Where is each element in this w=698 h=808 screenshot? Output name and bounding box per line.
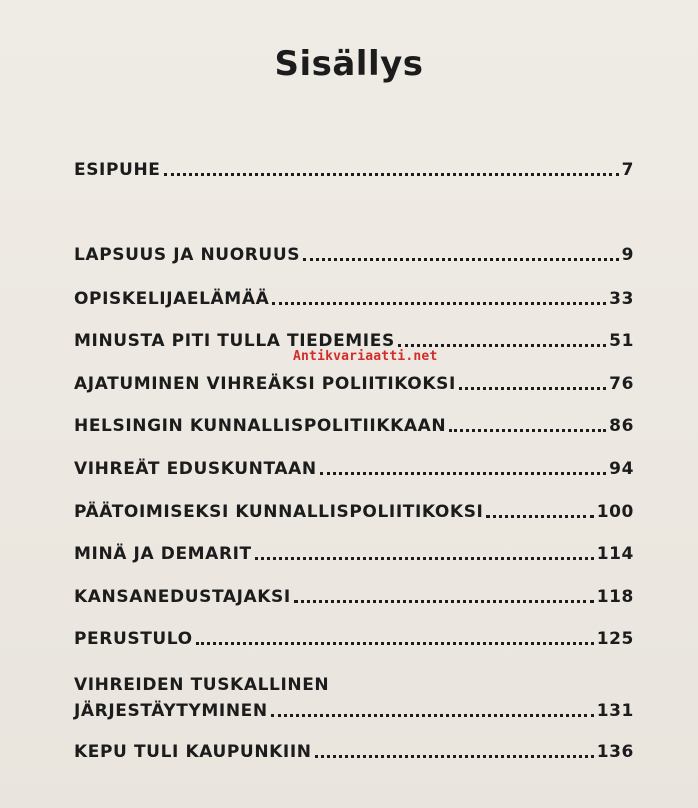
dot-leader [294,600,594,603]
toc-entry-page: 51 [609,331,634,351]
toc-entry-page: 136 [596,742,634,762]
toc-entry-label: LAPSUUS JA NUORUUS [74,245,301,265]
toc-entry-page: 76 [609,374,634,394]
toc-entry [74,742,634,762]
toc-entry-label: KANSANEDUSTAJAKSI [74,587,291,607]
toc-entry [74,245,634,265]
dot-leader [272,302,606,305]
dot-leader [486,515,593,518]
toc-entry [74,675,634,695]
dot-leader [315,755,594,758]
toc-entry-page: 9 [621,245,634,265]
toc-entry-page: 86 [609,416,634,436]
toc-entry [74,629,634,649]
toc-entry [74,459,634,479]
toc-entry-label: MINÄ JA DEMARIT [74,544,252,564]
watermark: Antikvariaatti.net [293,349,438,364]
page-title: Sisällys [274,44,424,84]
dot-leader [398,344,606,347]
toc-entry-page: 118 [596,587,634,607]
dot-leader [271,714,594,717]
toc-entry-page: 125 [596,629,634,649]
toc-entry-label: JÄRJESTÄYTYMINEN [74,701,268,721]
toc-entry-label: VIHREÄT EDUSKUNTAAN [74,459,317,479]
toc-entry-label-line1: VIHREIDEN TUSKALLINEN [74,675,330,695]
dot-leader [255,557,594,560]
toc-entry-page: 7 [621,160,634,180]
dot-leader [303,258,618,261]
toc-entry [74,587,634,607]
toc-entry-label: HELSINGIN KUNNALLISPOLITIIKKAAN [74,416,447,436]
toc-entry [74,701,634,721]
dot-leader [459,387,606,390]
toc-entry-page: 94 [609,459,634,479]
toc-entry [74,416,634,436]
toc-entry-label: OPISKELIJAELÄMÄÄ [74,289,270,309]
toc-entry [74,289,634,309]
toc-entry-page: 33 [609,289,634,309]
toc-entry [74,331,634,351]
toc-entry-page: 114 [596,544,634,564]
toc-entry [74,160,634,180]
toc-entry-label: AJATUMINEN VIHREÄKSI POLIITIKOKSI [74,374,456,394]
toc-entry [74,374,634,394]
dot-leader [164,173,619,176]
dot-leader [320,472,606,475]
toc-entry-label: KEPU TULI KAUPUNKIIN [74,742,312,762]
toc-entry [74,544,634,564]
dot-leader [196,642,594,645]
toc-entry-page: 100 [596,502,634,522]
toc-entry-label: PERUSTULO [74,629,193,649]
toc-entry-label: PÄÄTOIMISEKSI KUNNALLISPOLIITIKOKSI [74,502,484,522]
dot-leader [449,429,606,432]
toc-entry-label: ESIPUHE [74,160,161,180]
toc-entry [74,502,634,522]
toc-entry-label: MINUSTA PITI TULLA TIEDEMIES [74,331,395,351]
toc-entry-page: 131 [596,701,634,721]
